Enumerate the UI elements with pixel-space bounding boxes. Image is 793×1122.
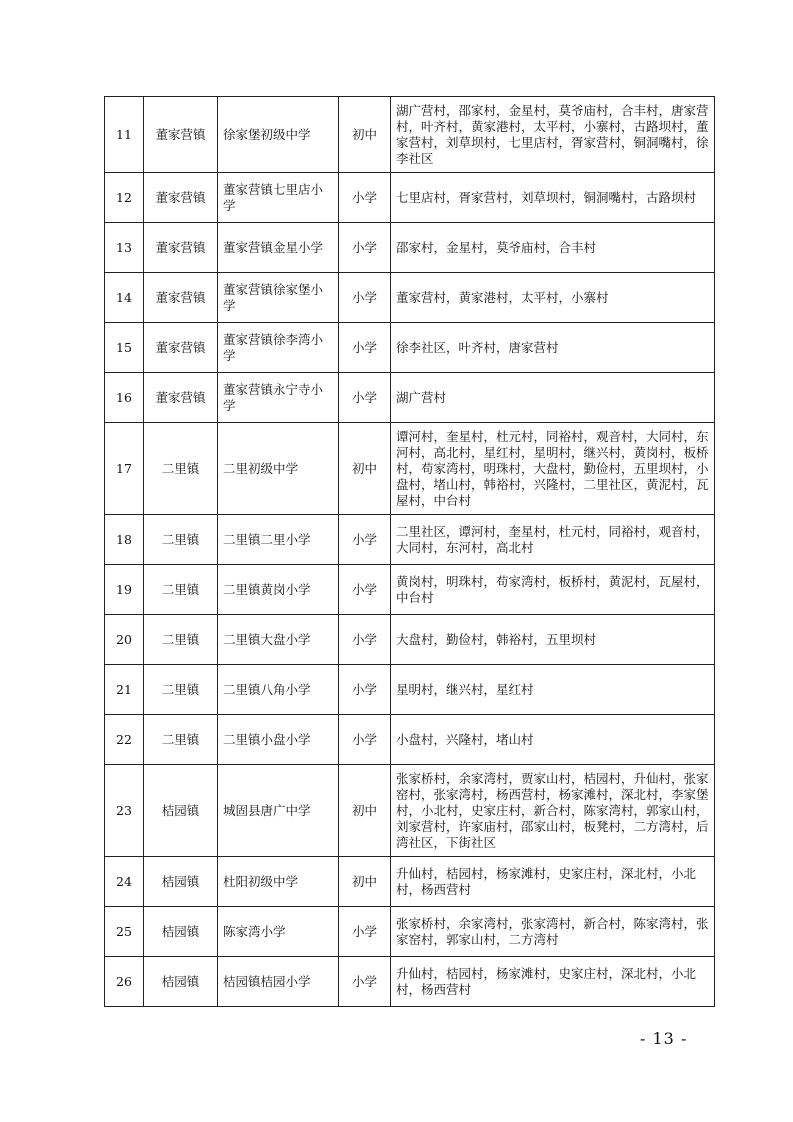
page-number: - 13 - [640,1029,688,1048]
cell-number: 11 [105,97,144,173]
cell-town: 董家营镇 [144,223,218,273]
cell-town: 桔园镇 [144,857,218,907]
cell-service-area: 大盘村，勤俭村，韩裕村，五里坝村 [391,615,715,665]
cell-town: 董家营镇 [144,323,218,373]
cell-school: 城固县唐广中学 [218,765,339,857]
table-row [105,907,715,957]
table-row [105,857,715,907]
cell-school: 二里镇小盘小学 [218,715,339,765]
cell-service-area: 小盘村，兴隆村，堵山村 [391,715,715,765]
cell-school: 二里镇大盘小学 [218,615,339,665]
cell-level: 小学 [339,907,391,957]
cell-school: 杜阳初级中学 [218,857,339,907]
cell-service-area: 张家桥村，余家湾村，贾家山村，桔园村，升仙村，张家窑村，张家湾村，杨西营村，杨家滩村，深北村，李家堡村，小北村，史家庄村，新合村，陈家湾村，郭家山村，刘家营村，许家庙村，邵家山村，板凳村，二方湾村，后湾社区，下街社区 [391,765,715,857]
cell-service-area: 升仙村，桔园村，杨家滩村，史家庄村，深北村，小北村，杨西营村 [391,857,715,907]
cell-level: 小学 [339,173,391,223]
table-row [105,565,715,615]
cell-number: 16 [105,373,144,423]
table-row [105,323,715,373]
cell-town: 董家营镇 [144,173,218,223]
cell-school: 二里镇八角小学 [218,665,339,715]
cell-level: 小学 [339,715,391,765]
cell-level: 初中 [339,423,391,515]
cell-level: 小学 [339,273,391,323]
table-row [105,173,715,223]
cell-service-area: 张家桥村，余家湾村，张家湾村，新合村，陈家湾村，张家窑村，郭家山村，二方湾村 [391,907,715,957]
table-row [105,765,715,857]
cell-town: 二里镇 [144,715,218,765]
cell-service-area: 徐李社区，叶齐村，唐家营村 [391,323,715,373]
cell-service-area: 邵家村，金星村，莫爷庙村，合丰村 [391,223,715,273]
table-row [105,223,715,273]
table-row [105,957,715,1007]
cell-school: 陈家湾小学 [218,907,339,957]
cell-town: 二里镇 [144,615,218,665]
table-row [105,273,715,323]
cell-service-area: 湖广营村 [391,373,715,423]
cell-school: 二里镇黄岗小学 [218,565,339,615]
cell-town: 二里镇 [144,515,218,565]
cell-number: 22 [105,715,144,765]
cell-level: 初中 [339,765,391,857]
cell-number: 13 [105,223,144,273]
cell-number: 15 [105,323,144,373]
table-row [105,97,715,173]
school-zone-table [104,96,715,1007]
cell-school: 董家营镇七里店小学 [218,173,339,223]
cell-level: 初中 [339,857,391,907]
cell-number: 23 [105,765,144,857]
cell-school: 董家营镇徐李湾小学 [218,323,339,373]
cell-number: 21 [105,665,144,715]
cell-level: 小学 [339,665,391,715]
cell-number: 26 [105,957,144,1007]
cell-number: 14 [105,273,144,323]
cell-service-area: 二里社区，谭河村，奎星村，杜元村，同裕村，观音村，大同村，东河村，高北村 [391,515,715,565]
cell-town: 桔园镇 [144,765,218,857]
cell-town: 桔园镇 [144,907,218,957]
table-row [105,423,715,515]
cell-school: 董家营镇徐家堡小学 [218,273,339,323]
cell-number: 19 [105,565,144,615]
table-row [105,615,715,665]
cell-town: 二里镇 [144,665,218,715]
cell-school: 二里镇二里小学 [218,515,339,565]
table-row [105,715,715,765]
cell-level: 小学 [339,323,391,373]
cell-service-area: 星明村，继兴村，星红村 [391,665,715,715]
cell-school: 桔园镇桔园小学 [218,957,339,1007]
table-body [105,97,715,1007]
cell-level: 小学 [339,515,391,565]
cell-school: 董家营镇永宁寺小学 [218,373,339,423]
cell-level: 小学 [339,957,391,1007]
cell-service-area: 七里店村，胥家营村，刘草坝村，铜洞嘴村，古路坝村 [391,173,715,223]
cell-town: 桔园镇 [144,957,218,1007]
cell-town: 董家营镇 [144,97,218,173]
cell-service-area: 升仙村，桔园村，杨家滩村，史家庄村，深北村，小北村，杨西营村 [391,957,715,1007]
cell-number: 20 [105,615,144,665]
cell-number: 17 [105,423,144,515]
cell-town: 董家营镇 [144,273,218,323]
cell-number: 25 [105,907,144,957]
cell-service-area: 湖广营村，邵家村，金星村，莫爷庙村，合丰村，唐家营村，叶齐村，黄家港村，太平村，小寨村，古路坝村，董家营村，刘草坝村，七里店村，胥家营村，铜洞嘴村，徐李社区 [391,97,715,173]
cell-school: 二里初级中学 [218,423,339,515]
table-row [105,515,715,565]
cell-school: 徐家堡初级中学 [218,97,339,173]
cell-number: 18 [105,515,144,565]
cell-level: 小学 [339,223,391,273]
cell-number: 24 [105,857,144,907]
cell-service-area: 董家营村，黄家港村，太平村，小寨村 [391,273,715,323]
cell-number: 12 [105,173,144,223]
cell-level: 小学 [339,615,391,665]
table-row [105,373,715,423]
cell-level: 小学 [339,373,391,423]
cell-level: 小学 [339,565,391,615]
cell-service-area: 黄岗村，明珠村，苟家湾村，板桥村，黄泥村，瓦屋村，中台村 [391,565,715,615]
table-row [105,665,715,715]
cell-town: 董家营镇 [144,373,218,423]
cell-level: 初中 [339,97,391,173]
cell-service-area: 谭河村，奎星村，杜元村，同裕村，观音村，大同村，东河村，高北村，星红村，星明村，继兴村，黄岗村，板桥村，苟家湾村，明珠村，大盘村，勤俭村，五里坝村，小盘村，堵山村，韩裕村，兴隆村，二里社区，黄泥村，瓦屋村，中台村 [391,423,715,515]
cell-school: 董家营镇金星小学 [218,223,339,273]
cell-town: 二里镇 [144,423,218,515]
cell-town: 二里镇 [144,565,218,615]
